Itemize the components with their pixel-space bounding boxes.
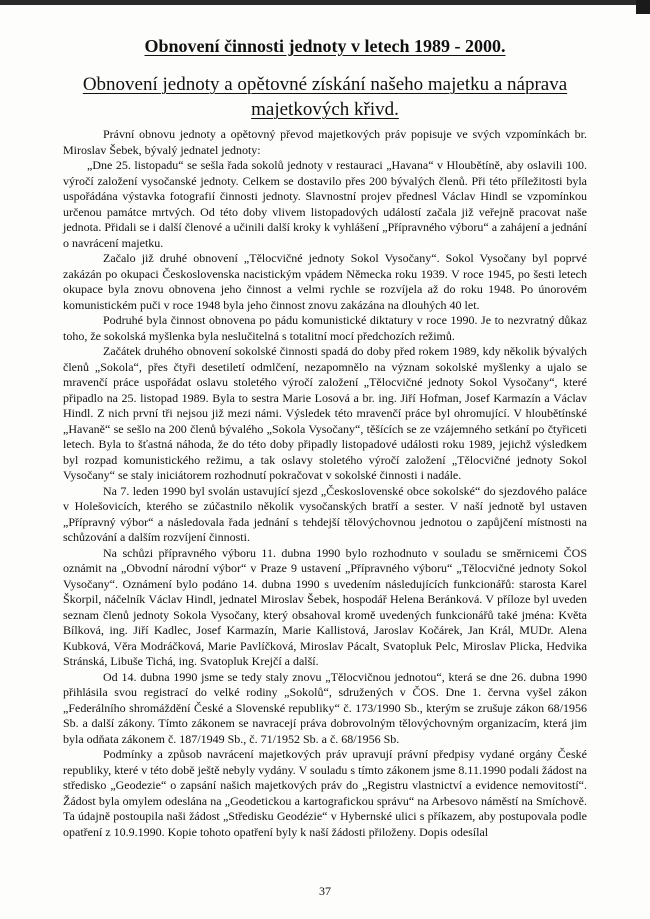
paragraph: Začátek druhého obnovení sokolské činnosti spadá do doby před rokem 1989, kdy několik bývalých členů „Sokola“, přes čtyři desetiletí odmlčení, nezapomnělo na význam sokolské myšlenky a ujalo se mravenčí práce uspořádat oslavu stoletého výročí založení „Tělocvičné jednoty Sokol Vysočany“, které připadlo na 25. listopad 1989. Byla to sestra Marie Losová a br. ing. Jiří Hofman, Josef Karmazín a Václav Hindl. Z nich první tři nejsou již mezi námi. Výsledek této mravenčí práce byl ohromující. V hloubětínské „Havaně“ se sešlo na 200 členů bývalého „Sokola Vysočany“, těšících se ze vzájemného setkání po čtyřiceti letech. Byla to šťastná náhoda, že do této doby připadly listopadové události roku 1989, jejichž výsledkem byl rozpad komunistického režimu, a tak oslavy stoletého výročí založení „Tělocvičné jednoty Sokol Vysočany“ se staly iniciátorem rozhodnutí pokračovat v sokolské činnosti i nadále. [63,344,587,482]
paragraph: Začalo již druhé obnovení „Tělocvičné jednoty Sokol Vysočany“. Sokol Vysočany byl poprvé zakázán po okupaci Československa nacistickým vpádem Německa roku 1939. V roce 1945, po šesti letech okupace byla znovu obnovena jeho činnost a velmi rychle se rozvíjela až do roku 1948. Po únorovém komunistickém puči v roce 1948 byla jeho činnost znovu zakázána na dlouhých 40 let. [63,251,587,312]
paragraph: Podruhé byla činnost obnovena po pádu komunistické diktatury v roce 1990. Je to nezvratný důkaz toho, že sokolská myšlenka byla neslučitelná s totalitní mocí předchozích režimů. [63,313,587,343]
paragraph: Podmínky a způsob navrácení majetkových práv upravují právní předpisy vydané orgány České republiky, které v této době ještě nebyly vydány. V souladu s tímto zákonem jsme 8.11.1990 podali žádost na středisko „Geodezie“ o zapsání našich majetkových práv do „Registru vlastnictví a evidence nemovitostí“. Žádost byla omylem odeslána na „Geodetickou a kartografickou správu“ na Arbesovo náměstí na Smíchově. Ta údajně postoupila naši žádost „Středisku Geodézie“ v Hybernské ulici s příkazem, aby postupovala podle opatření z 10.9.1990. Kopie tohoto opatření byly k naší žádosti přiloženy. Dopis odesílal [63,747,587,839]
scan-corner [636,0,650,14]
scan-edge [0,0,650,5]
paragraph: Na 7. leden 1990 byl svolán ustavující sjezd „Československé obce sokolské“ do sjezdového paláce v Holešovicích, kterého se zúčastnilo několik vysočanských bratří a sester. V naší jednotě byl ustaven „Přípravný výbor“ a následovala řada jednání s tehdejší tělovýchovnou jednotou o zapůjčení místnosti na schůzování a dalším rozvíjení činnosti. [63,483,587,544]
body-text [63,127,587,840]
paragraph: Od 14. dubna 1990 jsme se tedy staly znovu „Tělocvičnou jednotou“, která se dne 26. dubna 1990 přihlásila svou registrací do velké rodiny „Sokolů“, sdružených v ČOS. Dne 1. června vyšel zákon „Federálního shromáždění České a Slovenské republiky“ č. 173/1990 Sb., kterým se zrušuje zákon 68/1956 Sb. a další zákony. Tímto zákonem se navracejí práva dobrovolným tělovýchovným organizacím, která jim byla odňata zákonem č. 187/1949 Sb., č. 71/1952 Sb. a č. 68/1956 Sb. [63,669,587,746]
paragraph: „Dne 25. listopadu“ se sešla řada sokolů jednoty v restauraci „Havana“ v Hloubětíně, aby oslavili 100. výročí založení vysočanské jednoty. Celkem se dostavilo přes 200 bývalých členů. Při této příležitosti byla uspořádána výstavka fotografií činnosti jednoty. Slavnostní projev přednesl Václav Hindl se vzpomínkou určenou památce mrtvých. Od této doby vlivem listopadových událostí začala již veřejně pracovat naše jednota. Přidali se i další členové a učinili další kroky k vyhlášení „Přípravného výboru“ a zahájení a jednání o navrácení majetku. [63,158,587,250]
page-title-text: Obnovení činnosti jednoty v letech 1989 - 2000. [144,36,506,56]
section-subtitle [60,72,590,122]
page-number: 37 [319,884,331,898]
paragraph: Na schůzi přípravného výboru 11. dubna 1990 bylo rozhodnuto v souladu se směrnicemi ČOS oznámit na „Obvodní národní výbor“ v Praze 9 ustavení „Přípravného výboru“ „Tělocvičné jednoty Sokol Vysočany“. Oznámení bylo podáno 14. dubna 1990 s uvedením následujících funkcionářů: starosta Karel Škorpil, náčelník Václav Hindl, jednatel Miroslav Šebek, hospodář Helena Beránková. V příloze byl uveden seznam členů jednoty Sokola Vysočany, který obsahoval kromě uvedených funkcionářů také jména: Květa Bílková, ing. Jiří Kadlec, Josef Karmazín, Marie Kallistová, Jaroslav Kočárek, Jan Král, MUDr. Alena Kubková, Věra Modráčková, Marie Pavlíčková, Miroslav Pácalt, Svatopluk Pelc, Miroslav Plicka, Hedvika Stránská, Libuše Tichá, ing. Svatopluk Krejčí a další. [63,545,587,668]
paragraph: Právní obnovu jednoty a opětovný převod majetkových práv popisuje ve svých vzpomínkách br. Miroslav Šebek, bývalý jednatel jednoty: [63,127,587,157]
page-title [0,36,650,57]
section-subtitle-text: Obnovení jednoty a opětovné získání našeho majetku a náprava majetkových křivd. [82,74,568,120]
